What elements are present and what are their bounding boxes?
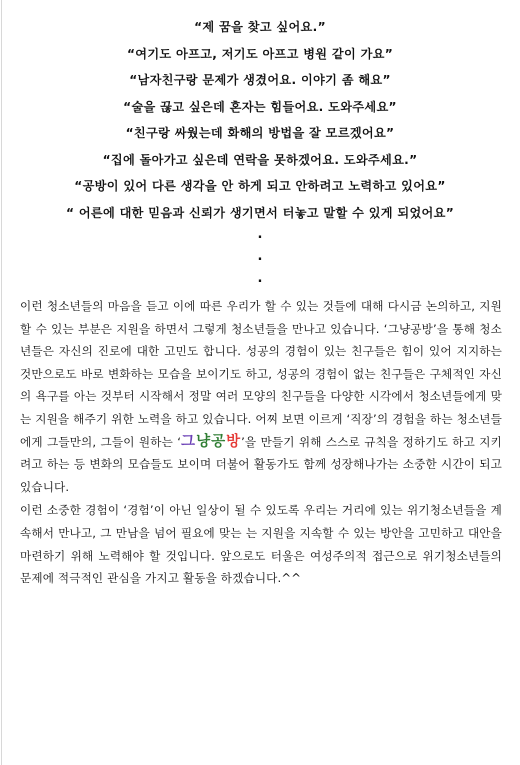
quote-line: “술을 끊고 싶은데 혼자는 힘들어요. 도와주세요”	[123, 99, 397, 114]
ellipsis-dot: .	[257, 227, 263, 242]
ellipsis-dot: .	[257, 249, 263, 264]
paragraph-2: 이런 소중한 경험이 ‘경험’이 아닌 일상이 될 수 있도록 우리는 거리에 있는 위기청소년들을 계속해서 만나고, 그 만남을 넘어 필요에 맞는 는 지원을 지속할 수 있는 방안을 고민하고 대안을 마련하기 위해 노력해야 할 것입니다. 앞으로도 터울은 여성주의적 접근으로 위기청소년들의 문제에 적극적인 관심을 가지고 활동을 하겠습니다.^^	[20, 503, 502, 586]
brand-letter: 냥공	[196, 433, 227, 450]
quote-line: “여기도 아프고, 저기도 아프고 병원 같이 가요”	[126, 46, 394, 61]
ellipsis-dots	[0, 224, 520, 290]
quote-list	[0, 14, 520, 226]
brand-name	[181, 434, 241, 450]
quote-line: “친구랑 싸웠는데 화해의 방법을 잘 모르겠어요”	[125, 126, 395, 140]
brand-letter: 방	[226, 433, 242, 450]
quote-line: “제 꿈을 찾고 싶어요.”	[194, 20, 326, 34]
quote-line: “남자친구랑 문제가 생겼어요. 이야기 좀 해요”	[129, 73, 391, 87]
ellipsis-dot: .	[257, 271, 263, 286]
paragraph-1	[20, 295, 502, 498]
quote-line: “집에 돌아가고 싶은데 연락을 못하겠어요. 도와주세요.”	[102, 152, 418, 167]
brand-letter: 그	[181, 433, 197, 450]
quote-line: “ 어른에 대한 믿음과 신뢰가 생기면서 터놓고 말할 수 있게 되었어요”	[65, 205, 455, 220]
body-text	[20, 295, 502, 590]
paragraph-1-text: 이런 청소년들의 마음을 듣고 이에 따른 우리가 할 수 있는 것들에 대해 다시금 논의하고, 지원할 수 있는 부분은 지원을 하면서 그렇게 청소년들을 만나고 있습니다. ‘그냥공방’을 통해 청소년들은 자신의 진로에 대한 고민도 합니다. 성공의 경험이 있는 친구들은 힘이 있어 지지하는 것만으로도 바로 변화하는 모습을 보이기도 하고, 성공의 경험이 없는 친구들은 구체적인 자신의 욕구를 아는 것부터 시작해서 정말 여러 모양의 친구들을 다양한 시각에서 청소년들에게 맞는 지원을 해주기 위한 노력을 하고 있습니다. 어찌 보면 이르게 ‘직장’의 경험을 하는 청소년들에게 그들만의, 그들이 원하는 ‘	[20, 299, 502, 449]
paragraph-1-text-end: ’을 만들기 위해 스스로 규칙을 정하기도 하고 지키려고 하는 등 변화의 모습들도 보이며 더불어 활동가도 함께 성장해나가는 소중한 시간이 되고 있습니다.	[20, 434, 502, 494]
quote-line: “공방이 있어 다른 생각을 안 하게 되고 안하려고 노력하고 있어요”	[74, 179, 446, 193]
